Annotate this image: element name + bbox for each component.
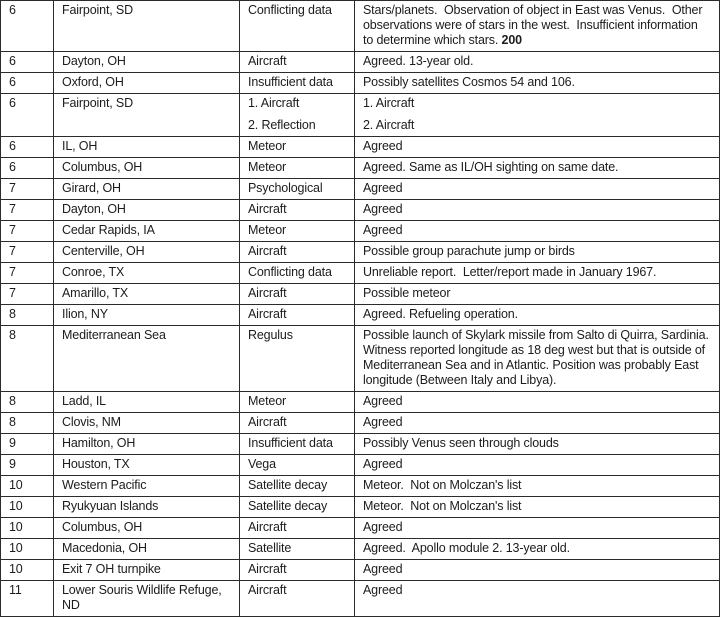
location-cell bbox=[54, 221, 240, 242]
evaluation-cell-text: Aircraft bbox=[248, 54, 287, 68]
location-cell-text: Columbus, OH bbox=[62, 520, 143, 534]
day-cell bbox=[1, 518, 54, 539]
location-cell-text: Dayton, OH bbox=[62, 54, 126, 68]
comment-cell-text: Agreed bbox=[363, 457, 403, 471]
evaluation-cell-text: Satellite bbox=[248, 541, 292, 555]
comment-cell-text: Agreed bbox=[363, 562, 403, 576]
evaluation-cell-text: Aircraft bbox=[248, 520, 287, 534]
evaluation-cell bbox=[240, 518, 355, 539]
comment-cell-text: Meteor. Not on Molczan's list bbox=[363, 499, 522, 513]
evaluation-cell bbox=[240, 305, 355, 326]
comment-cell-text: Agreed bbox=[363, 394, 403, 408]
location-cell-text: Clovis, NM bbox=[62, 415, 121, 429]
comment-cell bbox=[355, 52, 720, 73]
day-cell-text: 7 bbox=[9, 286, 16, 300]
table-row bbox=[1, 242, 720, 263]
location-cell-text: Centerville, OH bbox=[62, 244, 145, 258]
day-cell bbox=[1, 158, 54, 179]
location-cell bbox=[54, 413, 240, 434]
evaluation-cell bbox=[240, 179, 355, 200]
comment-cell bbox=[355, 73, 720, 94]
evaluation-cell-text: Conflicting data bbox=[248, 265, 332, 279]
day-cell-text: 7 bbox=[9, 265, 16, 279]
comment-cell bbox=[355, 434, 720, 455]
evaluation-cell bbox=[240, 137, 355, 158]
comment-cell bbox=[355, 284, 720, 305]
day-cell bbox=[1, 179, 54, 200]
day-cell-text: 6 bbox=[9, 75, 16, 89]
table-row bbox=[1, 434, 720, 455]
comment-cell bbox=[355, 476, 720, 497]
comment-cell-text: Meteor. Not on Molczan's list bbox=[363, 478, 522, 492]
comment-cell bbox=[355, 326, 720, 392]
table-row bbox=[1, 581, 720, 617]
location-cell bbox=[54, 137, 240, 158]
comment-cell-text: Possible launch of Skylark missile from Salto di Quirra, Sardinia. Witness reported longitude as 18 deg west but that is outside of Mediterranean Sea and in Atlantic. Position was probably East longitude (Between Italy and Libya). bbox=[363, 328, 713, 387]
comment-cell bbox=[355, 539, 720, 560]
table-row bbox=[1, 413, 720, 434]
day-cell-text: 9 bbox=[9, 436, 16, 450]
day-cell bbox=[1, 221, 54, 242]
comment-cell bbox=[355, 518, 720, 539]
table-row bbox=[1, 200, 720, 221]
comment-cell bbox=[355, 158, 720, 179]
day-cell bbox=[1, 326, 54, 392]
day-cell-text: 6 bbox=[9, 54, 16, 68]
sightings-table-body bbox=[1, 1, 720, 617]
comment-cell-text: Stars/planets. Observation of object in East was Venus. Other observations were of stars in the west. Insufficient information to determine which stars. bbox=[363, 3, 706, 47]
evaluation-cell-text: Aircraft bbox=[248, 244, 287, 258]
evaluation-cell bbox=[240, 242, 355, 263]
day-cell bbox=[1, 242, 54, 263]
comment-cell-text: Agreed bbox=[363, 223, 403, 237]
day-cell-text: 7 bbox=[9, 244, 16, 258]
evaluation-cell bbox=[240, 158, 355, 179]
table-row bbox=[1, 560, 720, 581]
comment-cell-text: Agreed bbox=[363, 520, 403, 534]
day-cell-text: 10 bbox=[9, 478, 23, 492]
evaluation-cell-text: Aircraft bbox=[248, 415, 287, 429]
evaluation-cell bbox=[240, 263, 355, 284]
comment-cell-text: Agreed bbox=[363, 202, 403, 216]
evaluation-cell bbox=[240, 326, 355, 392]
comment-cell-text: Possible meteor bbox=[363, 286, 451, 300]
comment-cell bbox=[355, 392, 720, 413]
comment-cell bbox=[355, 137, 720, 158]
location-cell bbox=[54, 52, 240, 73]
evaluation-cell-text: Meteor bbox=[248, 394, 287, 408]
location-cell-text: Ilion, NY bbox=[62, 307, 108, 321]
day-cell bbox=[1, 581, 54, 617]
location-cell bbox=[54, 326, 240, 392]
table-row bbox=[1, 179, 720, 200]
day-cell bbox=[1, 263, 54, 284]
evaluation-cell-text: Regulus bbox=[248, 328, 293, 342]
day-cell bbox=[1, 305, 54, 326]
comment-cell-text: Agreed bbox=[363, 181, 403, 195]
location-cell bbox=[54, 455, 240, 476]
comment-cell-text: Agreed. Same as IL/OH sighting on same date. bbox=[363, 160, 619, 174]
day-cell-text: 6 bbox=[9, 160, 16, 174]
table-row bbox=[1, 73, 720, 94]
day-cell bbox=[1, 94, 54, 137]
comment-cell-text: Agreed. Apollo module 2. 13-year old. bbox=[363, 541, 570, 555]
location-cell bbox=[54, 305, 240, 326]
location-cell bbox=[54, 242, 240, 263]
table-row bbox=[1, 94, 720, 137]
evaluation-cell bbox=[240, 1, 355, 52]
day-cell-text: 6 bbox=[9, 96, 16, 110]
location-cell-text: Western Pacific bbox=[62, 478, 147, 492]
location-cell-text: Cedar Rapids, IA bbox=[62, 223, 155, 237]
location-cell-text: Dayton, OH bbox=[62, 202, 126, 216]
day-cell-text: 11 bbox=[9, 583, 22, 597]
comment-cell bbox=[355, 497, 720, 518]
day-cell-text: 8 bbox=[9, 307, 16, 321]
comment-bold-text: 200 bbox=[501, 33, 522, 47]
day-cell bbox=[1, 434, 54, 455]
day-cell-text: 10 bbox=[9, 499, 23, 513]
day-cell-text: 6 bbox=[9, 139, 16, 153]
comment-cell bbox=[355, 200, 720, 221]
comment-cell-text: Agreed. 13-year old. bbox=[363, 54, 474, 68]
comment-cell-text: Unreliable report. Letter/report made in January 1967. bbox=[363, 265, 657, 279]
comment-cell bbox=[355, 1, 720, 52]
evaluation-cell-text: Insufficient data bbox=[248, 436, 333, 450]
day-cell-text: 10 bbox=[9, 541, 23, 555]
day-cell bbox=[1, 1, 54, 52]
table-row bbox=[1, 455, 720, 476]
table-row bbox=[1, 52, 720, 73]
day-cell bbox=[1, 52, 54, 73]
comment-cell-text: Agreed bbox=[363, 415, 403, 429]
location-cell-text: Exit 7 OH turnpike bbox=[62, 562, 161, 576]
day-cell bbox=[1, 200, 54, 221]
location-cell-text: Oxford, OH bbox=[62, 75, 124, 89]
day-cell bbox=[1, 476, 54, 497]
location-cell-text: Ladd, IL bbox=[62, 394, 106, 408]
comment-cell bbox=[355, 179, 720, 200]
location-cell bbox=[54, 497, 240, 518]
location-cell-text: Mediterranean Sea bbox=[62, 328, 166, 342]
location-cell bbox=[54, 263, 240, 284]
evaluation-cell bbox=[240, 392, 355, 413]
evaluation-cell bbox=[240, 560, 355, 581]
day-cell-text: 7 bbox=[9, 181, 16, 195]
table-row bbox=[1, 221, 720, 242]
day-cell bbox=[1, 539, 54, 560]
location-cell bbox=[54, 73, 240, 94]
evaluation-cell bbox=[240, 52, 355, 73]
evaluation-cell-text: Satellite decay bbox=[248, 499, 328, 513]
table-row bbox=[1, 476, 720, 497]
location-cell-text: Macedonia, OH bbox=[62, 541, 147, 555]
comment-cell bbox=[355, 581, 720, 617]
location-cell bbox=[54, 179, 240, 200]
day-cell bbox=[1, 137, 54, 158]
evaluation-cell-text: Satellite decay bbox=[248, 478, 328, 492]
evaluation-cell-text: Psychological bbox=[248, 181, 323, 195]
evaluation-cell bbox=[240, 434, 355, 455]
evaluation-cell-text: Aircraft bbox=[248, 583, 287, 597]
day-cell bbox=[1, 73, 54, 94]
day-cell-text: 9 bbox=[9, 457, 16, 471]
evaluation-cell-text: Aircraft bbox=[248, 202, 287, 216]
location-cell-text: Conroe, TX bbox=[62, 265, 125, 279]
location-cell bbox=[54, 284, 240, 305]
location-cell bbox=[54, 392, 240, 413]
location-cell-text: Lower Souris Wildlife Refuge, ND bbox=[62, 583, 225, 612]
location-cell bbox=[54, 200, 240, 221]
comment-cell-text: Possibly satellites Cosmos 54 and 106. bbox=[363, 75, 575, 89]
location-cell bbox=[54, 434, 240, 455]
location-cell-text: IL, OH bbox=[62, 139, 98, 153]
location-cell-text: Fairpoint, SD bbox=[62, 96, 133, 110]
day-cell bbox=[1, 413, 54, 434]
day-cell bbox=[1, 560, 54, 581]
location-cell-text: Amarillo, TX bbox=[62, 286, 129, 300]
evaluation-cell-text: Insufficient data bbox=[248, 75, 333, 89]
location-cell bbox=[54, 1, 240, 52]
table-row bbox=[1, 284, 720, 305]
day-cell-text: 10 bbox=[9, 520, 23, 534]
comment-cell bbox=[355, 263, 720, 284]
evaluation-cell: 1. Aircraft 2. Reflection bbox=[240, 94, 355, 137]
location-cell bbox=[54, 539, 240, 560]
location-cell-text: Hamilton, OH bbox=[62, 436, 136, 450]
comment-cell-text: Agreed. Refueling operation. bbox=[363, 307, 518, 321]
comment-cell bbox=[355, 242, 720, 263]
evaluation-cell bbox=[240, 476, 355, 497]
table-row bbox=[1, 497, 720, 518]
location-cell-text: Ryukyuan Islands bbox=[62, 499, 159, 513]
comment-cell-text: Agreed bbox=[363, 139, 403, 153]
location-cell bbox=[54, 94, 240, 137]
table-row bbox=[1, 392, 720, 413]
location-cell-text: Fairpoint, SD bbox=[62, 3, 133, 17]
comment-cell bbox=[355, 455, 720, 476]
comment-cell-text: Agreed bbox=[363, 583, 403, 597]
evaluation-cell bbox=[240, 497, 355, 518]
table-row bbox=[1, 518, 720, 539]
evaluation-cell-text: Aircraft bbox=[248, 307, 287, 321]
day-cell bbox=[1, 497, 54, 518]
table-row bbox=[1, 305, 720, 326]
comment-cell bbox=[355, 305, 720, 326]
evaluation-cell-text: Vega bbox=[248, 457, 276, 471]
evaluation-cell bbox=[240, 221, 355, 242]
table-row bbox=[1, 326, 720, 392]
comment-cell bbox=[355, 221, 720, 242]
evaluation-cell-text: Conflicting data bbox=[248, 3, 332, 17]
location-cell-text: Girard, OH bbox=[62, 181, 121, 195]
day-cell-text: 8 bbox=[9, 328, 16, 342]
location-cell bbox=[54, 476, 240, 497]
comment-cell: 1. Aircraft 2. Aircraft bbox=[355, 94, 720, 137]
evaluation-cell bbox=[240, 455, 355, 476]
evaluation-cell-text: Meteor bbox=[248, 223, 287, 237]
evaluation-cell-text: Aircraft bbox=[248, 286, 287, 300]
comment-cell bbox=[355, 560, 720, 581]
comment-cell bbox=[355, 413, 720, 434]
day-cell-text: 7 bbox=[9, 202, 16, 216]
location-cell bbox=[54, 560, 240, 581]
location-cell-text: Columbus, OH bbox=[62, 160, 143, 174]
table-row bbox=[1, 158, 720, 179]
evaluation-cell-text: Meteor bbox=[248, 139, 287, 153]
evaluation-cell bbox=[240, 413, 355, 434]
day-cell-text: 8 bbox=[9, 394, 16, 408]
evaluation-cell bbox=[240, 539, 355, 560]
day-cell bbox=[1, 455, 54, 476]
evaluation-cell bbox=[240, 200, 355, 221]
comment-cell-text: Possible group parachute jump or birds bbox=[363, 244, 575, 258]
day-cell-text: 6 bbox=[9, 3, 16, 17]
day-cell bbox=[1, 392, 54, 413]
table-row bbox=[1, 1, 720, 52]
evaluation-cell-text: Meteor bbox=[248, 160, 287, 174]
evaluation-cell bbox=[240, 73, 355, 94]
location-cell bbox=[54, 518, 240, 539]
day-cell-text: 7 bbox=[9, 223, 16, 237]
day-cell bbox=[1, 284, 54, 305]
table-row bbox=[1, 539, 720, 560]
location-cell bbox=[54, 158, 240, 179]
day-cell-text: 10 bbox=[9, 562, 23, 576]
table-row bbox=[1, 137, 720, 158]
location-cell-text: Houston, TX bbox=[62, 457, 130, 471]
day-cell-text: 8 bbox=[9, 415, 16, 429]
evaluation-cell-text: Aircraft bbox=[248, 562, 287, 576]
table-row bbox=[1, 263, 720, 284]
location-cell bbox=[54, 581, 240, 617]
comment-cell-text: Possibly Venus seen through clouds bbox=[363, 436, 559, 450]
evaluation-cell bbox=[240, 581, 355, 617]
evaluation-cell bbox=[240, 284, 355, 305]
